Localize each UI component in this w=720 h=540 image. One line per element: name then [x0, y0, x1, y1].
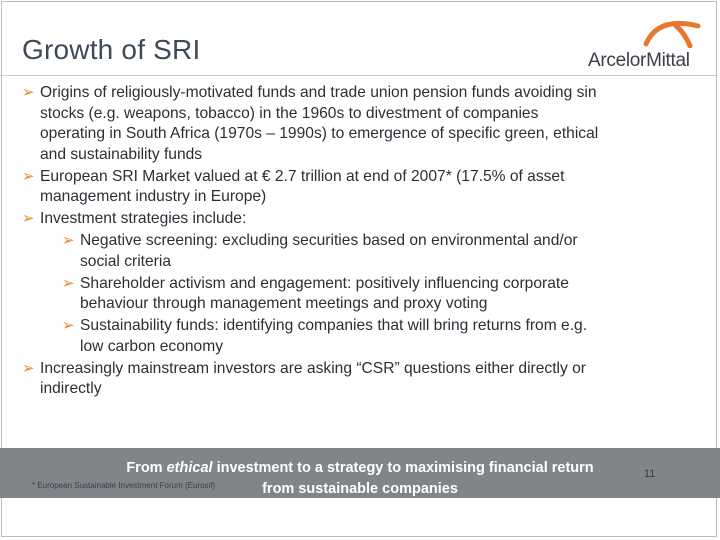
arrowhead-bullet-icon: ➢ [62, 232, 75, 249]
bullet-item [22, 167, 700, 208]
bullet-item [62, 316, 700, 357]
bullet-line: operating in South Africa (1970s – 1990s) to emergence of specific green, ethical [40, 125, 599, 142]
banner-line-1-prefix: From [126, 460, 167, 476]
bullet-line: behaviour through management meetings and proxy voting [80, 295, 488, 312]
logo-wordmark: ArcelorMittal [588, 50, 690, 71]
arrowhead-bullet-icon: ➢ [22, 167, 35, 185]
bullet-line: and sustainability funds [40, 145, 203, 163]
bullet-item [22, 209, 700, 230]
bullet-line: Increasingly mainstream investors are asking “CSR” questions either directly or [40, 359, 586, 377]
arrowhead-bullet-icon: ➢ [62, 317, 75, 334]
bullet-line: European SRI Market valued at € 2.7 trillion at end of 2007* (17.5% of asset [40, 167, 565, 185]
bullet-item [62, 274, 700, 315]
bullet-item [62, 231, 700, 272]
bullet-item [22, 83, 700, 165]
arrowhead-bullet-icon: ➢ [22, 359, 35, 377]
banner-line-1-suffix: investment to a strategy to maximising financial return [212, 460, 594, 476]
bullet-line: Shareholder activism and engagement: positively influencing corporate [80, 274, 569, 292]
banner-line-1-emphasis: ethical [166, 460, 213, 476]
company-logo [588, 14, 712, 72]
bullet-line: Negative screening: excluding securities based on environmental and/or [80, 232, 578, 249]
title-divider [0, 75, 718, 76]
slide-title: Growth of SRI [22, 34, 201, 65]
banner-line-2: from sustainable companies [262, 480, 458, 497]
footnote: * European Sustainable Investment Forum (Eurosif) [32, 481, 216, 490]
bullet-line: stocks (e.g. weapons, tobacco) in the 1960s to divestment of companies [40, 104, 539, 122]
arcelormittal-logo-mark-icon [636, 14, 708, 48]
page-number: 11 [644, 468, 656, 480]
bullet-line: low carbon economy [80, 337, 224, 355]
bullet-line: Sustainability funds: identifying companies that will bring returns from e.g. [80, 317, 588, 334]
banner-text [0, 458, 720, 499]
bullet-line: social criteria [80, 252, 171, 270]
banner-line-1 [0, 458, 720, 479]
arrowhead-bullet-icon: ➢ [22, 84, 35, 101]
bullet-line: management industry in Europe) [40, 188, 267, 205]
bullet-line: Investment strategies include: [40, 210, 247, 227]
bullet-item [22, 359, 700, 400]
bullet-line: Origins of religiously-motivated funds and trade union pension funds avoiding sin [40, 84, 597, 101]
arrowhead-bullet-icon: ➢ [62, 274, 75, 292]
bullet-line: indirectly [40, 380, 102, 397]
arrowhead-bullet-icon: ➢ [22, 210, 35, 227]
